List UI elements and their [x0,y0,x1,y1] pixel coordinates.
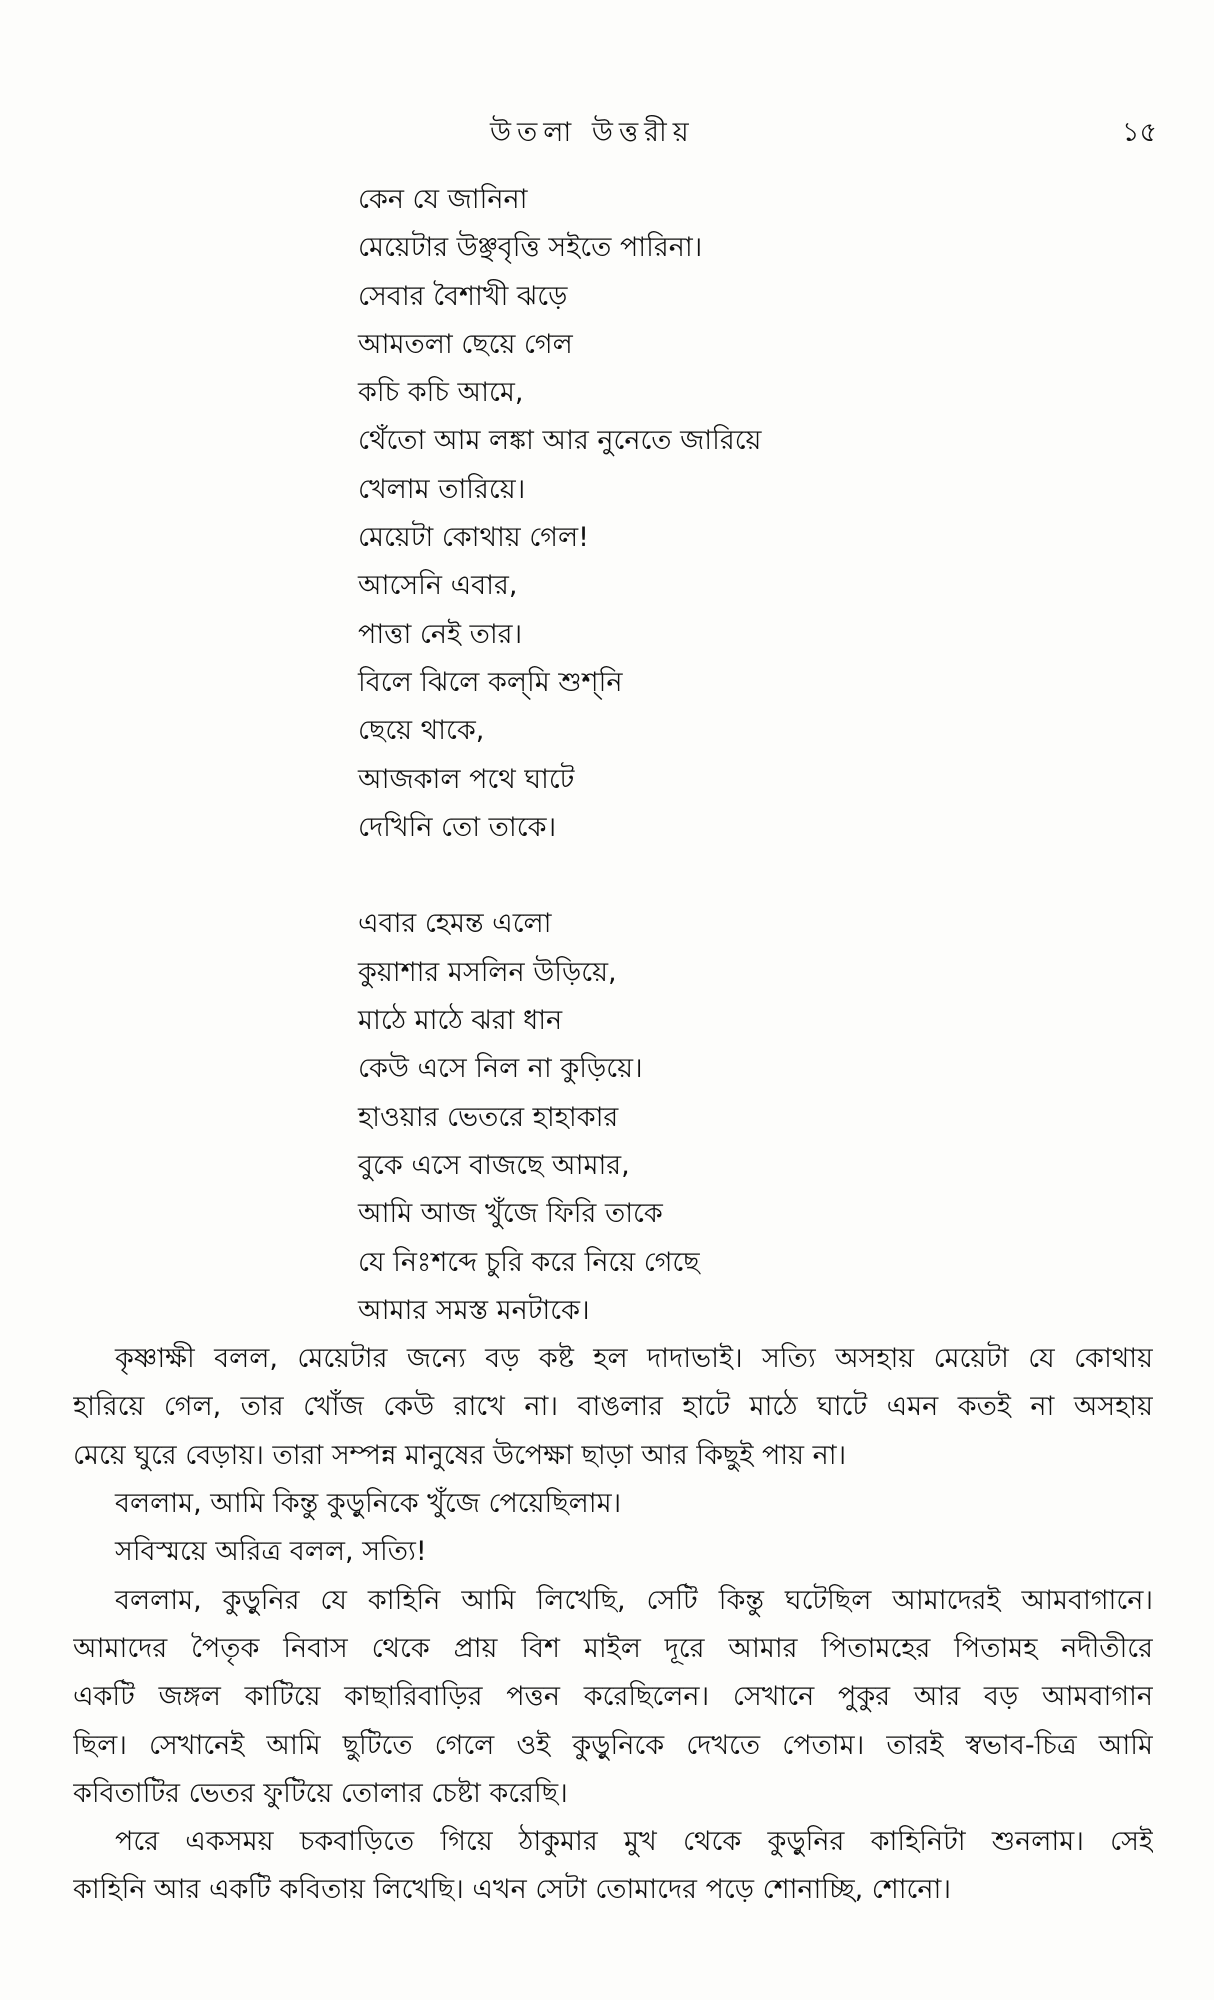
poem-line: আমি আজ খুঁজে ফিরি তাকে [358,1198,663,1230]
paragraph-line: আমাদের পৈতৃক নিবাস থেকে প্রায় বিশ মাইল দূরে আমার পিতামহের পিতামহ নদীতীরে [73,1632,1153,1664]
paragraph-line: বললাম, আমি কিন্তু কুড়ুনিকে খুঁজে পেয়েছিলাম। [115,1488,622,1520]
paragraph-line: হারিয়ে গেল, তার খোঁজ কেউ রাখে না। বাঙলার হাটে মাঠে ঘাটে এমন কতই না অসহায় [73,1391,1153,1423]
poem-line: সেবার বৈশাখী ঝড়ে [358,280,568,312]
paragraph-line: পরে একসময় চকবাড়িতে গিয়ে ঠাকুমার মুখ থেকে কুড়ুনির কাহিনিটা শুনলাম। সেই [115,1826,1153,1858]
poem-line: পাত্তা নেই তার। [358,618,523,650]
poem-line: থেঁতো আম লঙ্কা আর নুনেতে জারিয়ে [358,425,762,457]
paragraph [0,1335,1214,1480]
poem [0,176,1214,1335]
paragraph [0,1577,1214,1818]
poem-line: মেয়েটার উঞ্ছবৃত্তি সইতে পারিনা। [358,232,703,264]
poem-line: কেন যে জানিনা [358,184,528,215]
poem-line: হাওয়ার ভেতরে হাহাকার [358,1101,619,1133]
poem-line: আসেনি এবার, [358,570,518,602]
prose [0,1335,1214,1915]
paragraph-line: একটি জঙ্গল কাটিয়ে কাছারিবাড়ির পত্তন করেছিলেন। সেখানে পুকুর আর বড় আমবাগান [73,1681,1153,1713]
paragraph-line: কবিতাটির ভেতর ফুটিয়ে তোলার চেষ্টা করেছি। [73,1777,568,1809]
paragraph-line: কৃষ্ণাক্ষী বলল, মেয়েটার জন্যে বড় কষ্ট হল দাদাভাই। সত্যি অসহায় মেয়েটা যে কোথায় [115,1343,1153,1375]
page-body [0,176,1214,1915]
poem-line: ছেয়ে থাকে, [358,715,485,747]
paragraph-line: ছিল। সেখানেই আমি ছুটিতে গেলে ওই কুড়ুনিকে দেখতে পেতাম। তারই স্বভাব-চিত্র আমি [73,1729,1153,1761]
poem-stanza2 [0,900,1214,1335]
poem-line: কুয়াশার মসলিন উড়িয়ে, [358,956,617,988]
poem-line: কচি কচি আমে, [358,377,524,409]
poem-line: আজকাল পথে ঘাটে [358,763,575,795]
poem-line: আমার সমস্ত মনটাকে। [358,1294,590,1326]
poem-line: এবার হেমন্ত এলো [358,908,552,940]
paragraph-line: কাহিনি আর একটি কবিতায় লিখেছি। এখন সেটা তোমাদের পড়ে শোনাচ্ছি, শোনো। [73,1874,952,1906]
poem-line: মেয়েটা কোথায় গেল! [358,522,589,554]
poem-line: কেউ এসে নিল না কুড়িয়ে। [358,1053,643,1085]
paragraph-line: বললাম, কুড়ুনির যে কাহিনি আমি লিখেছি, সেটি কিন্তু ঘটেছিল আমাদেরই আমবাগানে। [115,1584,1153,1616]
poem-line: দেখিনি তো তাকে। [358,811,557,843]
poem-line: খেলাম তারিয়ে। [358,473,526,505]
running-header-title: উতলা উত্তরীয় [490,117,695,148]
paragraph [0,1818,1214,1915]
paragraph [0,1480,1214,1528]
stanza-break [0,852,1214,900]
paragraph-line: মেয়ে ঘুরে বেড়ায়। তারা সম্পন্ন মানুষের উপেক্ষা ছাড়া আর কিছুই পায় না। [73,1439,847,1471]
poem-line: যে নিঃশব্দে চুরি করে নিয়ে গেছে [358,1246,700,1278]
page-number: ১৫ [1122,117,1158,148]
poem-line: বুকে এসে বাজছে আমার, [358,1149,630,1181]
paragraph-line: সবিস্ময়ে অরিত্র বলল, সত্যি! [115,1536,427,1568]
poem-line: বিলে ঝিলে কল্‌মি শুশ্‌নি [358,666,623,698]
paragraph [0,1528,1214,1576]
poem-line: আমতলা ছেয়ে গেল [358,328,573,360]
poem-stanza1 [0,176,1214,852]
poem-line: মাঠে মাঠে ঝরা ধান [358,1005,563,1037]
